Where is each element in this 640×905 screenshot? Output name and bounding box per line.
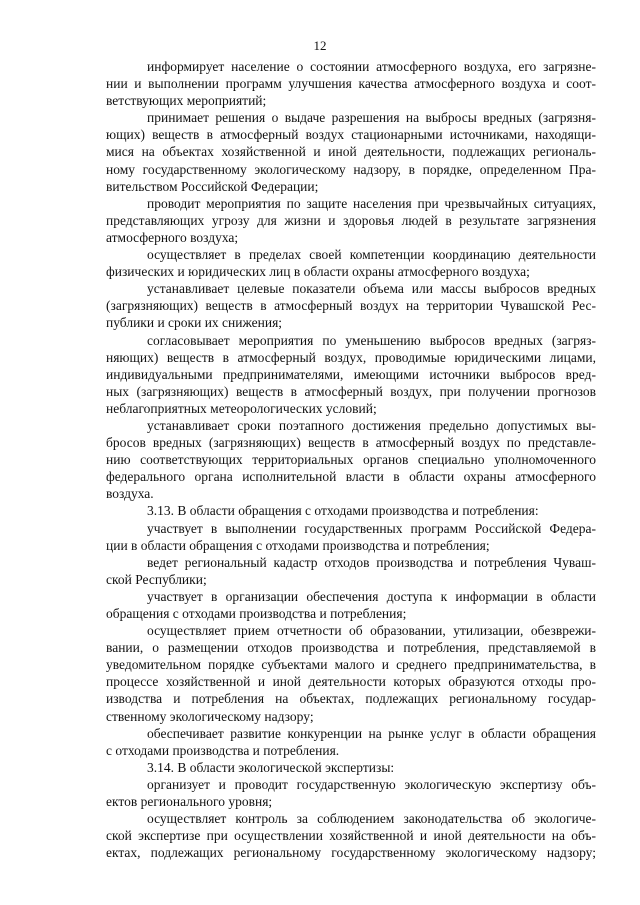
text-line: уведомительном порядке субъектами малого и среднего предпринимательства, в xyxy=(106,657,596,673)
text-line: осуществляет в пределах своей компетенции координацию деятельности xyxy=(147,247,596,263)
text-line: ведет региональный кадастр отходов производства и потребления Чуваш- xyxy=(147,554,596,570)
text-line: ции в области обращения с отходами производства и потребления; xyxy=(106,537,490,553)
text-line: няющих) веществ в атмосферный воздух, проводимые юридическими лицами, xyxy=(106,349,596,365)
text-line: согласовывает мероприятия по уменьшению выбросов вредных (загряз- xyxy=(147,332,596,348)
text-line: публики и сроки их снижения; xyxy=(106,315,283,331)
text-line: ветствующих мероприятий; xyxy=(106,93,267,109)
text-line: вительством Российской Федерации; xyxy=(106,178,319,194)
text-line: ному государственному экологическому надзору, в порядке, определенном Пра- xyxy=(106,161,596,177)
text-line: атмосферного воздуха; xyxy=(106,229,239,245)
body-text xyxy=(106,58,596,861)
text-line: осуществляет прием отчетности об образовании, утилизации, обезврежи- xyxy=(147,623,596,639)
text-line: ской Республики; xyxy=(106,571,207,587)
text-line: принимает решения о выдаче разрешения на выбросы вредных (загрязня- xyxy=(147,110,596,126)
text-line: участвует в выполнении государственных программ Российской Федера- xyxy=(147,520,596,536)
text-line: обращения с отходами производства и потребления; xyxy=(106,606,407,621)
text-line: обеспечивает развитие конкуренции на рынке услуг в области обращения xyxy=(147,725,596,741)
text-line: проводит мероприятия по защите населения при чрезвычайных ситуациях, xyxy=(147,195,596,211)
text-line: ющих) веществ в атмосферный воздух стационарными источниками, находящи- xyxy=(106,127,596,143)
text-line: нии и выполнении программ улучшения качества атмосферного воздуха и соот- xyxy=(106,76,596,92)
text-line: участвует в организации обеспечения доступа к информации в области xyxy=(147,588,596,604)
text-line: ектов регионального уровня; xyxy=(106,794,273,810)
text-line: нию соответствующих территориальных органов специально уполномоченного xyxy=(106,452,596,468)
text-line: процессе хозяйственной и иной деятельности которых образуются отходы про- xyxy=(106,674,596,690)
text-line: бросов вредных (загрязняющих) веществ в атмосферный воздух по представле- xyxy=(106,435,596,451)
text-line: ственному экологическому надзору; xyxy=(106,708,314,724)
text-line: изводства и потребления на объектах, подлежащих региональному государ- xyxy=(106,691,596,707)
text-line: физических и юридических лиц в области охраны атмосферного воздуха; xyxy=(106,264,530,280)
text-line: ектах, подлежащих региональному государственному экологическому надзору; xyxy=(106,845,596,861)
text-line: (загрязняющих) веществ в атмосферный воздух на территории Чувашской Рес- xyxy=(106,298,596,314)
text-line: воздуха. xyxy=(106,486,154,502)
text-line: 3.13. В области обращения с отходами производства и потребления: xyxy=(147,503,539,519)
text-line: с отходами производства и потребления. xyxy=(106,742,340,758)
text-line: неблагоприятных метеорологических условий; xyxy=(106,400,377,416)
text-line: 3.14. В области экологической экспертизы: xyxy=(147,759,395,775)
text-line: осуществляет контроль за соблюдением законодательства об экологиче- xyxy=(147,811,596,827)
text-line: мися на объектах хозяйственной и иной деятельности, подлежащих региональ- xyxy=(106,144,596,160)
text-line: ных (загрязняющих) веществ в атмосферный воздух, при получении прогнозов xyxy=(106,383,596,399)
text-line: организует и проводит государственную экологическую экспертизу объ- xyxy=(147,776,596,792)
text-line: индивидуальными предпринимателями, имеющими источники выбросов вред- xyxy=(106,366,596,382)
text-line: вании, о размещении отходов производства и потребления, представляемой в xyxy=(106,640,596,656)
text-line: представляющих угрозу для жизни и здоровья людей в результате загрязнения xyxy=(106,212,596,228)
page-number: 12 xyxy=(313,38,327,53)
text-line: ской экспертизе при осуществлении хозяйственной и иной деятельности на объ- xyxy=(106,828,596,844)
text-line: информирует население о состоянии атмосферного воздуха, его загрязне- xyxy=(147,59,596,74)
text-line: устанавливает целевые показатели объема или массы выбросов вредных xyxy=(147,281,596,297)
text-line: устанавливает сроки поэтапного достижения предельно допустимых вы- xyxy=(147,417,596,433)
text-line: федерального органа исполнительной власти в области охраны атмосферного xyxy=(106,469,596,485)
